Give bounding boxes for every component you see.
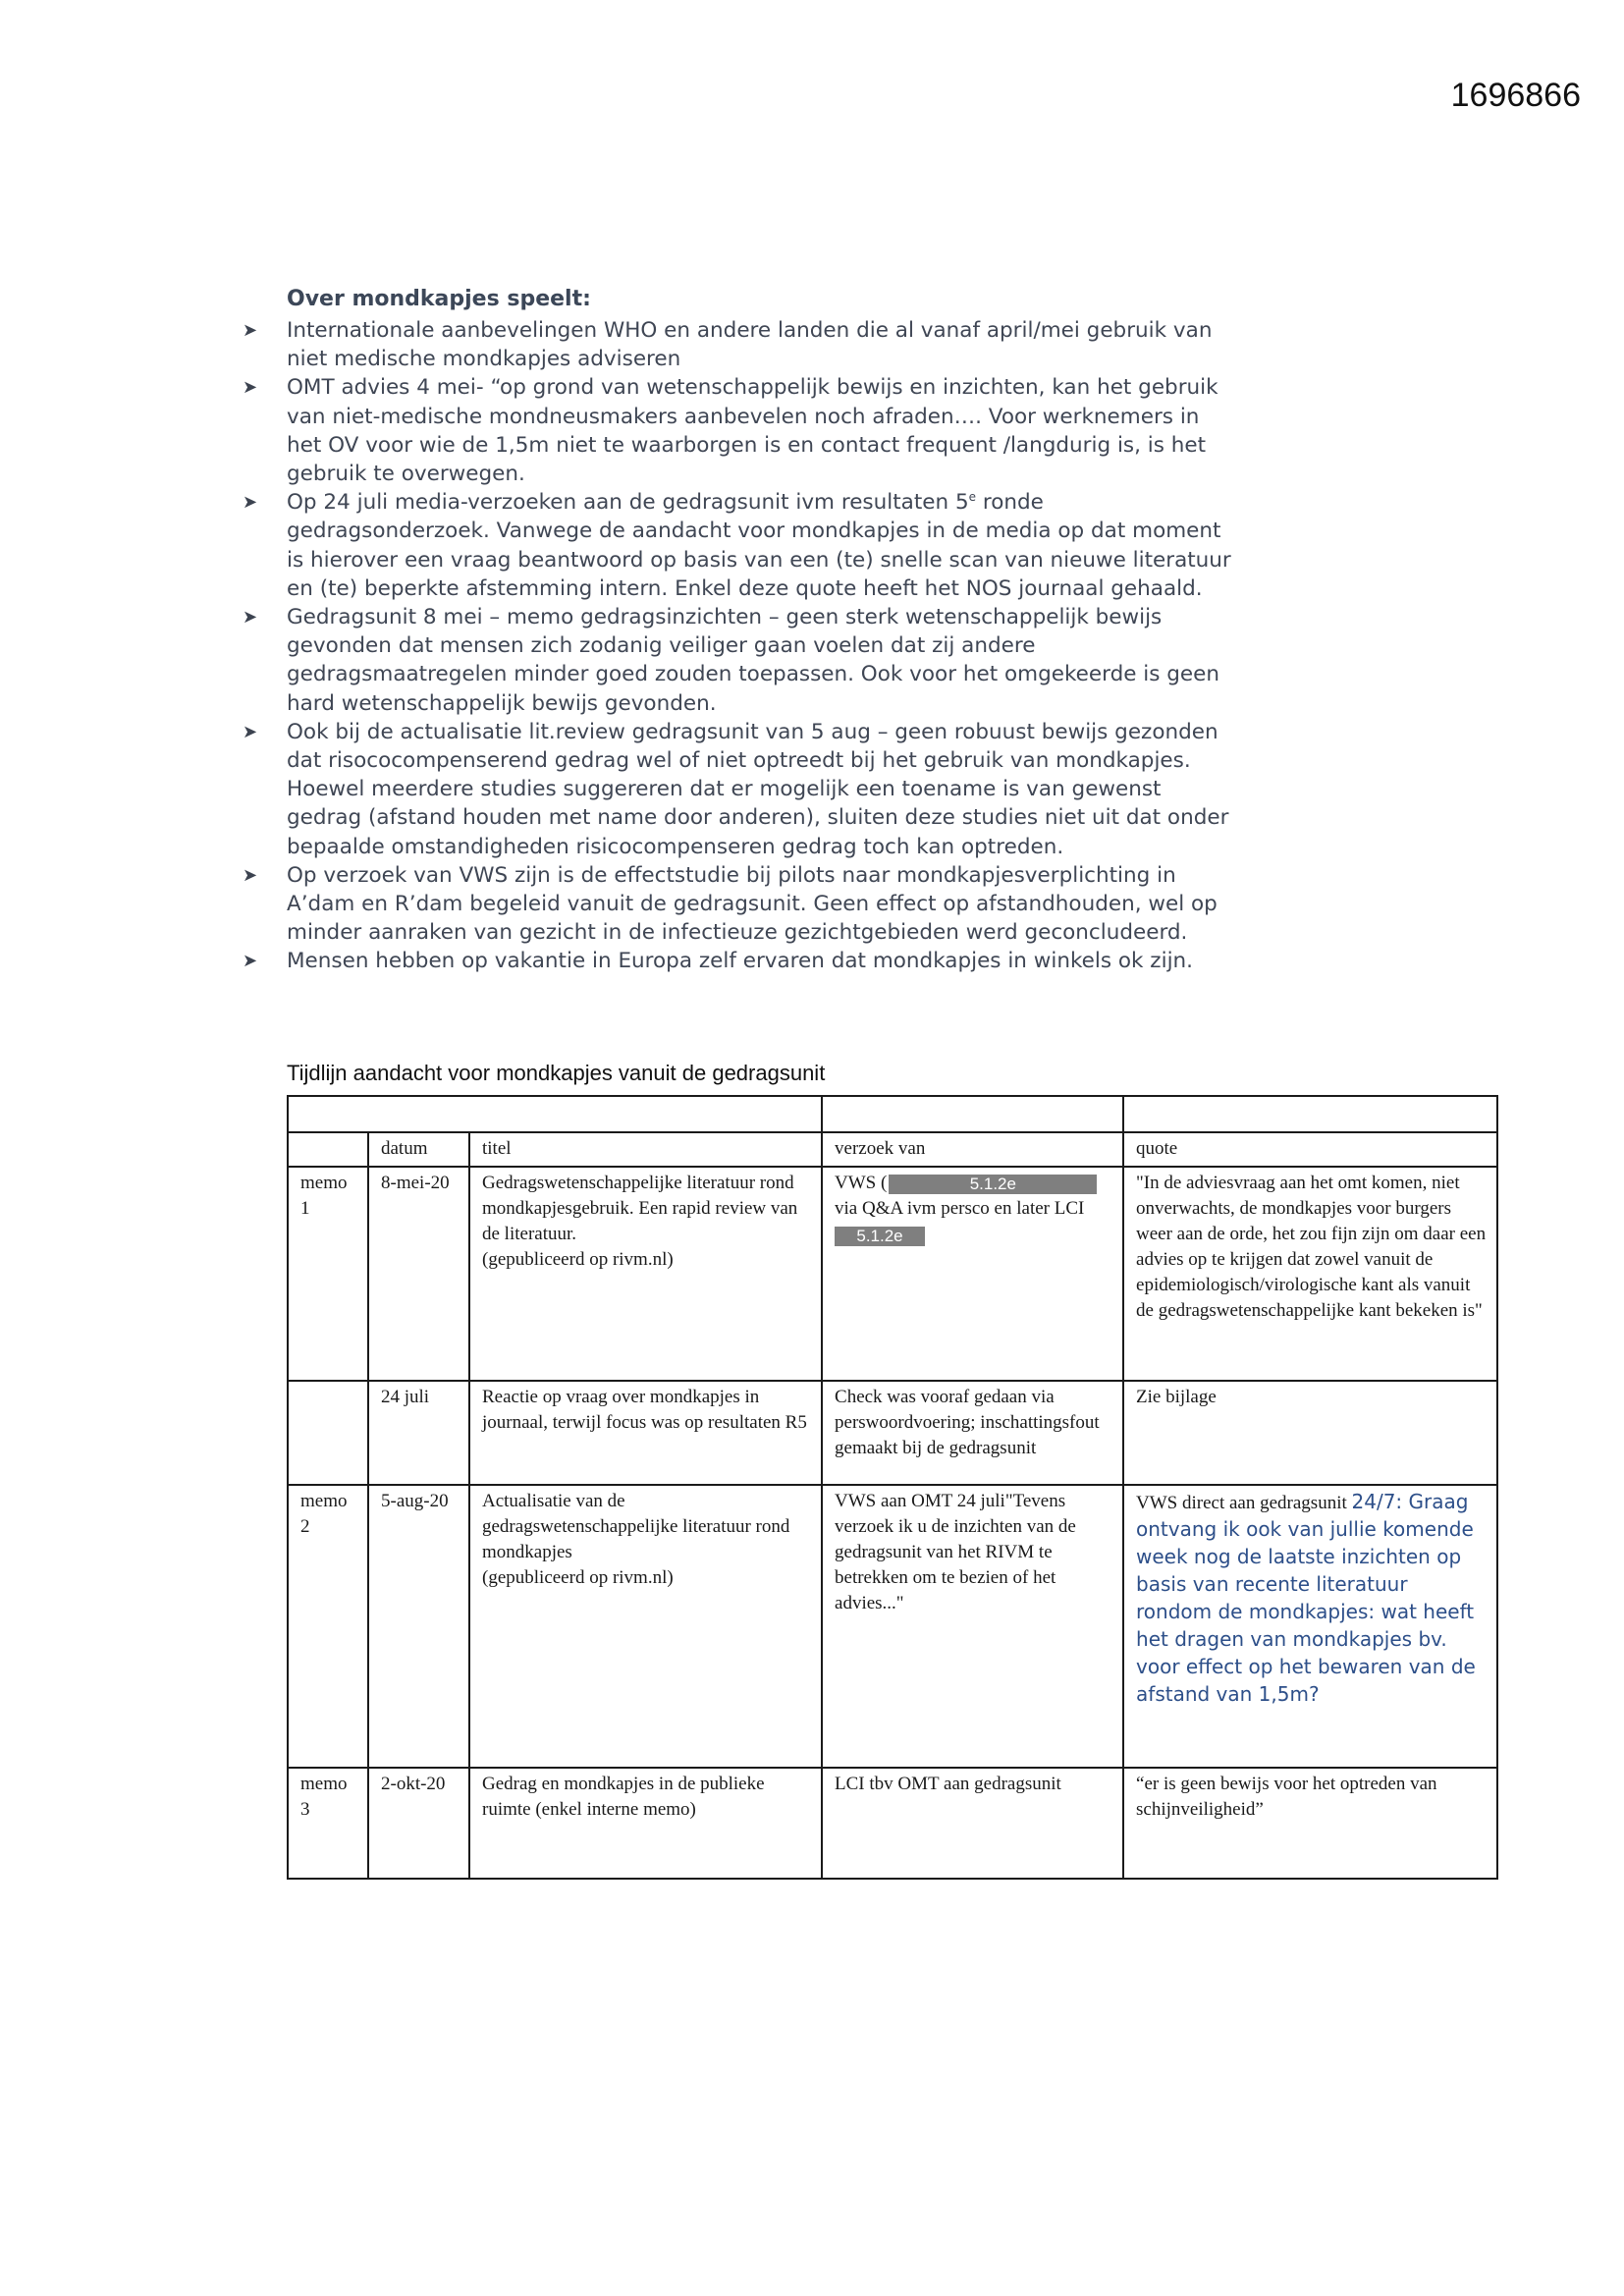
verzoek-text: VWS (: [835, 1173, 888, 1193]
verzoek-text: via Q&A ivm persco en later LCI: [835, 1198, 1085, 1219]
quote-prefix: VWS direct aan gedragsunit: [1136, 1493, 1352, 1513]
datum-cell: 5-aug-20: [368, 1485, 469, 1768]
datum-cell: 24 juli: [368, 1381, 469, 1485]
header-cell: titel: [469, 1132, 822, 1167]
bullet-text-part: ronde gedragsonderzoek. Vanwege de aandacht voor mondkapjes in de media op dat moment is hierover een vraag beantwoord op basis van een (te) snelle scan van nieuwe literatuur en (te) beperkte afstemming intern. Enkel deze quote heeft het NOS journaal gehaald.: [287, 490, 1231, 601]
quote-blue-text: 24/7: Graag ontvang ik ook van jullie komende week nog de laatste inzichten op basis van recente literatuur rondom de mondkapjes: wat heeft het dragen van mondkapjes bv. voor effect op het bewaren van de afstand van 1,5m?: [1136, 1490, 1476, 1706]
arrow-bullet-icon: ➤: [243, 864, 258, 886]
table-row: [288, 1768, 1497, 1879]
bullet-item: [243, 947, 1372, 975]
arrow-bullet-icon: ➤: [243, 320, 258, 341]
memo-cell: [288, 1381, 368, 1485]
bullet-item: [243, 718, 1372, 861]
bullet-list: [243, 316, 1372, 976]
document-number: 1696866: [1450, 77, 1581, 114]
arrow-bullet-icon: ➤: [243, 951, 258, 972]
bullet-item: [243, 861, 1372, 948]
datum-cell: 2-okt-20: [368, 1768, 469, 1879]
titel-text: Actualisatie van de gedragswetenschappelijke literatuur rond mondkapjes (gepubliceerd op rivm.nl): [482, 1491, 790, 1588]
titel-cell: Reactie op vraag over mondkapjes in journaal, terwijl focus was op resultaten R5: [469, 1381, 822, 1485]
header-cell: verzoek van: [822, 1132, 1123, 1167]
redaction-box: 5.1.2e: [889, 1175, 1097, 1194]
table-row: [288, 1485, 1497, 1768]
header-cell: quote: [1123, 1132, 1497, 1167]
table-spacer-row: [288, 1096, 1497, 1132]
table-caption: Tijdlijn aandacht voor mondkapjes vanuit de gedragsunit: [287, 1061, 826, 1085]
bullet-text: Op verzoek van VWS zijn is de effectstudie bij pilots naar mondkapjesverplichting in A’dam en R’dam begeleid vanuit de gedragsunit. Geen effect op afstandhouden, wel op minder aanraken van gezicht in de infectieuze gezichtgebieden werd geconcludeerd.: [287, 862, 1218, 946]
bullet-item: [243, 488, 1372, 603]
memo-cell: memo 3: [288, 1768, 368, 1879]
arrow-bullet-icon: ➤: [243, 721, 258, 742]
arrow-bullet-icon: ➤: [243, 607, 258, 629]
quote-cell: “er is geen bewijs voor het optreden van schijnveiligheid”: [1123, 1768, 1497, 1879]
table-row: [288, 1381, 1497, 1485]
table-row: [288, 1167, 1497, 1381]
timeline-table: [287, 1095, 1498, 1880]
memo-cell: memo 1: [288, 1167, 368, 1381]
bullet-text: Internationale aanbevelingen WHO en andere landen die al vanaf april/mei gebruik van niet medische mondkapjes adviseren: [287, 318, 1213, 372]
verzoek-cell: LCI tbv OMT aan gedragsunit: [822, 1768, 1123, 1879]
bullet-item: [243, 603, 1372, 718]
arrow-bullet-icon: ➤: [243, 492, 258, 514]
titel-text: Gedragswetenschappelijke literatuur rond mondkapjesgebruik. Een rapid review van de literatuur. (gepubliceerd op rivm.nl): [482, 1173, 798, 1270]
bullet-item: [243, 316, 1372, 373]
verzoek-cell: [822, 1167, 1123, 1381]
bullet-text: OMT advies 4 mei- “op grond van wetenschappelijk bewijs en inzichten, kan het gebruik van niet-medische mondneusmakers aanbevelen noch afraden…. Voor werknemers in het OV voor wie de 1,5m niet te waarborgen is en contact frequent /langdurig is, is het gebruik te overwegen.: [287, 375, 1218, 487]
bullet-text: [287, 490, 1231, 601]
quote-cell: [1123, 1485, 1497, 1768]
datum-cell: 8-mei-20: [368, 1167, 469, 1381]
quote-cell: "In de adviesvraag aan het omt komen, niet onverwachts, de mondkapjes voor burgers weer aan de orde, het zou fijn zijn om daar een advies op te krijgen dat zowel vanuit de epidemiologisch/virologische kant als vanuit de gedragswetenschappelijke kant bekeken is": [1123, 1167, 1497, 1381]
bullet-text: Ook bij de actualisatie lit.review gedragsunit van 5 aug – geen robuust bewijs gezonden dat risococompenserend gedrag wel of niet optreedt bij het gebruik van mondkapjes. Hoewel meerdere studies suggereren dat er mogelijk een toename is van gewenst gedrag (afstand houden met name door anderen), sluiten deze studies niet uit dat onder bepaalde omstandigheden risicocompenseren gedrag toch kan optreden.: [287, 719, 1229, 859]
table-header-row: [288, 1132, 1497, 1167]
table-cell: [288, 1096, 822, 1132]
section-heading: Over mondkapjes speelt:: [287, 287, 591, 311]
memo-cell: memo 2: [288, 1485, 368, 1768]
bullet-text: Gedragsunit 8 mei – memo gedragsinzichten – geen sterk wetenschappelijk bewijs gevonden dat mensen zich zodanig veiliger gaan voelen dat zij andere gedragsmaatregelen minder goed zouden toepassen. Ook voor het omgekeerde is geen hard wetenschappelijk bewijs gevonden.: [287, 605, 1220, 716]
quote-cell: Zie bijlage: [1123, 1381, 1497, 1485]
bullet-text: Mensen hebben op vakantie in Europa zelf ervaren dat mondkapjes in winkels ok zijn.: [287, 949, 1193, 974]
table-cell: [1123, 1096, 1497, 1132]
bullet-text-part: Op 24 juli media-verzoeken aan de gedragsunit ivm resultaten 5: [287, 490, 969, 516]
titel-cell: [469, 1167, 822, 1381]
superscript: e: [968, 490, 977, 505]
redaction-box: 5.1.2e: [835, 1227, 925, 1246]
header-cell: [288, 1132, 368, 1167]
header-cell: datum: [368, 1132, 469, 1167]
titel-cell: Gedrag en mondkapjes in de publieke ruimte (enkel interne memo): [469, 1768, 822, 1879]
titel-cell: [469, 1485, 822, 1768]
arrow-bullet-icon: ➤: [243, 377, 258, 399]
bullet-item: [243, 373, 1372, 488]
verzoek-cell: VWS aan OMT 24 juli"Tevens verzoek ik u de inzichten van de gedragsunit van het RIVM te betrekken om te bezien of het advies...": [822, 1485, 1123, 1768]
table-cell: [822, 1096, 1123, 1132]
verzoek-cell: Check was vooraf gedaan via perswoordvoering; inschattingsfout gemaakt bij de gedragsunit: [822, 1381, 1123, 1485]
